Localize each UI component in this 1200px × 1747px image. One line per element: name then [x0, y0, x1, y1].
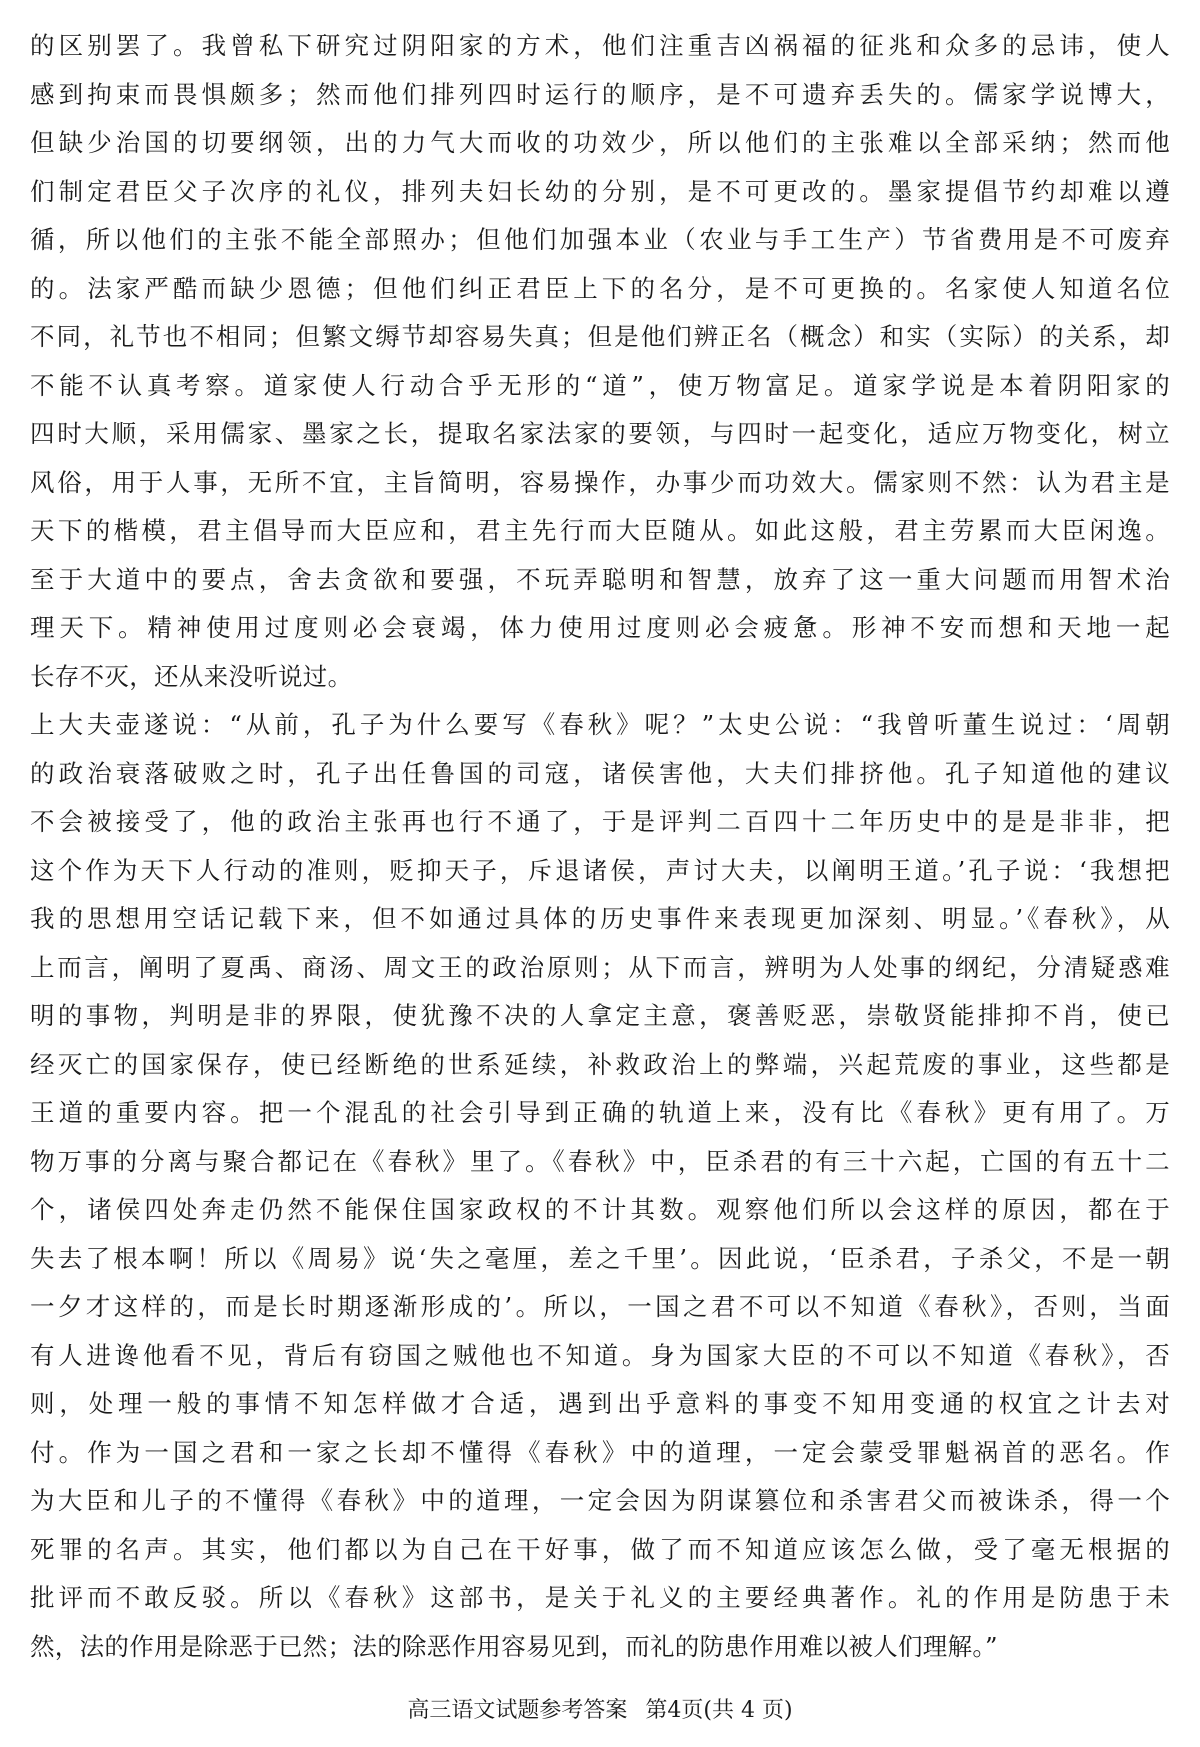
text-line: 风俗，用于人事，无所不宜，主旨简明，容易操作，办事少而功效大。儒家则不然：认为君主是 [30, 467, 1170, 497]
text-line: 循，所以他们的主张不能全部照办；但他们加强本业（农业与手工生产）节省费用是不可废弃 [30, 225, 1170, 254]
text-line: 感到拘束而畏惧颇多；然而他们排列四时运行的顺序，是不可遗弃丢失的。儒家学说博大， [30, 79, 1170, 109]
text-line: 四时大顺，采用儒家、墨家之长，提取名家法家的要领，与四时一起变化，适应万物变化，树立 [30, 419, 1170, 448]
body-text [30, 22, 1170, 1671]
footer-title: 高三语文试题参考答案 [407, 1698, 628, 1723]
text-line: 批评而不敢反驳。所以《春秋》这部书，是关于礼义的主要经典著作。礼的作用是防患于未 [30, 1583, 1170, 1612]
footer-page-number: 第4页(共 4 页) [645, 1698, 793, 1723]
text-line: 一夕才这样的，而是长时期逐渐形成的’。所以，一国之君不可以不知道《春秋》，否则，当面 [30, 1292, 1170, 1321]
text-line: 不同，礼节也不相同；但繁文缛节却容易失真；但是他们辨正名（概念）和实（实际）的关系，却 [30, 322, 1170, 351]
text-line: 为大臣和儿子的不懂得《春秋》中的道理，一定会因为阴谋篡位和杀害君父而被诛杀，得一个 [30, 1486, 1170, 1515]
text-line: 付。作为一国之君和一家之长却不懂得《春秋》中的道理，一定会蒙受罪魁祸首的恶名。作 [30, 1437, 1170, 1467]
text-line: 长存不灭，还从来没听说过。 [30, 661, 353, 691]
text-line: 的。法家严酷而缺少恩德；但他们纠正君臣上下的名分，是不可更换的。名家使人知道名位 [30, 273, 1170, 303]
paragraph [30, 701, 1170, 1671]
text-line: 有人进谗他看不见，背后有窃国之贼他也不知道。身为国家大臣的不可以不知道《春秋》，否 [30, 1340, 1170, 1370]
text-line: 这个作为天下人行动的准则，贬抑天子，斥退诸侯，声讨大夫，以阐明王道。’孔子说：‘我想把 [30, 855, 1170, 885]
text-line: 上而言，阐明了夏禹、商汤、周文王的政治原则；从下而言，辨明为人处事的纲纪，分清疑惑难 [30, 952, 1170, 982]
page-footer [0, 1696, 1200, 1726]
text-line: 们制定君臣父子次序的礼仪，排列夫妇长幼的分别，是不可更改的。墨家提倡节约却难以遵 [30, 176, 1170, 206]
text-line: 死罪的名声。其实，他们都以为自己在干好事，做了而不知道应该怎么做，受了毫无根据的 [30, 1534, 1170, 1564]
text-line: 失去了根本啊！所以《周易》说‘失之毫厘，差之千里’。因此说，‘臣杀君，子杀父，不是一朝 [30, 1243, 1170, 1273]
text-line: 我的思想用空话记载下来，但不如通过具体的历史事件来表现更加深刻、明显。’《春秋》，从 [30, 904, 1170, 933]
text-line: 的政治衰落破败之时，孔子出任鲁国的司寇，诸侯害他，大夫们排挤他。孔子知道他的建议 [30, 758, 1170, 788]
text-line: 天下的楷模，君主倡导而大臣应和，君主先行而大臣随从。如此这般，君主劳累而大臣闲逸。 [30, 516, 1170, 545]
text-line: 不能不认真考察。道家使人行动合乎无形的“道”，使万物富足。道家学说是本着阴阳家的 [30, 370, 1170, 400]
text-line: 不会被接受了，他的政治主张再也行不通了，于是评判二百四十二年历史中的是是非非，把 [30, 807, 1170, 836]
text-line: 但缺少治国的切要纲领，出的力气大而收的功效少，所以他们的主张难以全部采纳；然而他 [30, 128, 1170, 157]
text-line: 明的事物，判明是非的界限，使犹豫不决的人拿定主意，褒善贬恶，崇敬贤能排抑不肖，使已 [30, 1001, 1170, 1030]
text-line: 个，诸侯四处奔走仍然不能保住国家政权的不计其数。观察他们所以会这样的原因，都在于 [30, 1195, 1170, 1224]
text-line: 王道的重要内容。把一个混乱的社会引导到正确的轨道上来，没有比《春秋》更有用了。万 [30, 1098, 1170, 1127]
text-line: 然，法的作用是除恶于已然；法的除恶作用容易见到，而礼的防患作用难以被人们理解。” [30, 1631, 998, 1661]
text-line: 则，处理一般的事情不知怎样做才合适，遇到出乎意料的事变不知用变通的权宜之计去对 [30, 1389, 1170, 1418]
paragraph [30, 22, 1170, 701]
text-line: 的区别罢了。我曾私下研究过阴阳家的方术，他们注重吉凶祸福的征兆和众多的忌讳，使人 [30, 31, 1170, 60]
text-line: 至于大道中的要点，舍去贪欲和要强，不玩弄聪明和智慧，放弃了这一重大问题而用智术治 [30, 564, 1170, 594]
text-line: 上大夫壶遂说：“从前，孔子为什么要写《春秋》呢？”太史公说：“我曾听董生说过：‘周朝 [30, 710, 1170, 739]
text-line: 物万事的分离与聚合都记在《春秋》里了。《春秋》中，臣杀君的有三十六起，亡国的有五十二 [30, 1146, 1170, 1176]
text-line: 经灭亡的国家保存，使已经断绝的世系延续，补救政治上的弊端，兴起荒废的事业，这些都是 [30, 1049, 1170, 1079]
text-line: 理天下。精神使用过度则必会衰竭，体力使用过度则必会疲惫。形神不安而想和天地一起 [30, 613, 1170, 642]
